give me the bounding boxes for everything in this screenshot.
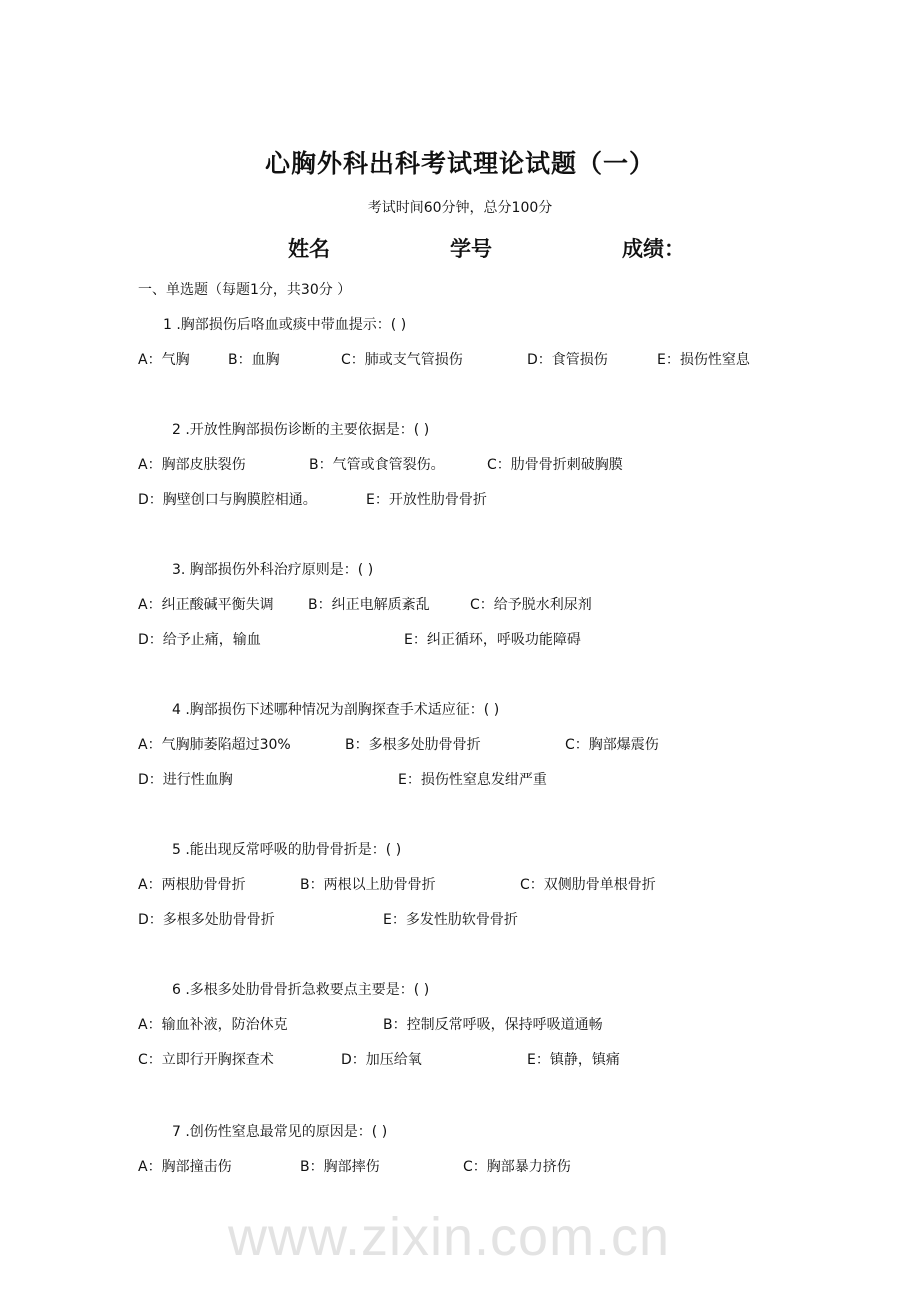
answer-option: D：食管损伤 — [527, 352, 608, 368]
question-stem: 7 .创伤性窒息最常见的原因是：( ) — [172, 1124, 388, 1140]
name-field-label: 姓名 — [288, 237, 330, 261]
page-title: 心胸外科出科考试理论试题（一） — [264, 149, 655, 178]
question-stem: 3. 胸部损伤外科治疗原则是：( ) — [172, 562, 374, 578]
answer-option: B：血胸 — [228, 352, 280, 368]
answer-option: E：损伤性窒息 — [657, 352, 750, 368]
answer-option: D：进行性血胸 — [138, 772, 233, 788]
answer-option: A：气胸肺萎陷超过30% — [138, 737, 291, 753]
answer-option: E：开放性肋骨骨折 — [366, 492, 487, 508]
answer-option: D：胸壁创口与胸膜腔相通。 — [138, 492, 317, 508]
student-id-field-label: 学号 — [450, 237, 492, 261]
answer-option: B：控制反常呼吸，保持呼吸道通畅 — [383, 1017, 603, 1033]
answer-option: B：纠正电解质紊乱 — [308, 597, 430, 613]
watermark: www.zixin.com.cn — [228, 1207, 671, 1267]
answer-option: C：给予脱水利尿剂 — [470, 597, 592, 613]
answer-option: A：胸部皮肤裂伤 — [138, 457, 246, 473]
answer-option: C：肺或支气管损伤 — [341, 352, 463, 368]
question-stem: 4 .胸部损伤下述哪种情况为剖胸探查手术适应征：( ) — [172, 702, 500, 718]
answer-option: A：纠正酸碱平衡失调 — [138, 597, 274, 613]
answer-option: D：多根多处肋骨骨折 — [138, 912, 275, 928]
answer-option: A：输血补液，防治休克 — [138, 1017, 288, 1033]
answer-option: B：两根以上肋骨骨折 — [300, 877, 436, 893]
answer-option: D：加压给氧 — [341, 1052, 422, 1068]
answer-option: A：气胸 — [138, 352, 190, 368]
answer-option: C：立即行开胸探查术 — [138, 1052, 274, 1068]
answer-option: E：纠正循环，呼吸功能障碍 — [404, 632, 581, 648]
answer-option: E：多发性肋软骨骨折 — [383, 912, 518, 928]
answer-option: E：镇静，镇痛 — [527, 1052, 620, 1068]
answer-option: C：肋骨骨折刺破胸膜 — [487, 457, 623, 473]
answer-option: C：胸部爆震伤 — [565, 737, 659, 753]
answer-option: D：给予止痛，输血 — [138, 632, 261, 648]
answer-option: A：两根肋骨骨折 — [138, 877, 246, 893]
answer-option: C：胸部暴力挤伤 — [463, 1159, 571, 1175]
answer-option: A：胸部撞击伤 — [138, 1159, 232, 1175]
answer-option: B：胸部摔伤 — [300, 1159, 380, 1175]
exam-info: 考试时间60分钟，总分100分 — [367, 200, 553, 216]
answer-option: B：多根多处肋骨骨折 — [345, 737, 481, 753]
answer-option: C：双侧肋骨单根骨折 — [520, 877, 656, 893]
section-title: 一、单选题（每题1分，共30分 ） — [138, 282, 352, 298]
question-stem: 5 .能出现反常呼吸的肋骨骨折是：( ) — [172, 842, 402, 858]
score-field-label: 成绩： — [622, 237, 685, 261]
answer-option: E：损伤性窒息发绀严重 — [398, 772, 547, 788]
question-stem: 1 .胸部损伤后咯血或痰中带血提示：( ) — [163, 317, 407, 333]
question-stem: 6 .多根多处肋骨骨折急救要点主要是：( ) — [172, 982, 430, 998]
question-stem: 2 .开放性胸部损伤诊断的主要依据是：( ) — [172, 422, 430, 438]
answer-option: B：气管或食管裂伤。 — [309, 457, 445, 473]
